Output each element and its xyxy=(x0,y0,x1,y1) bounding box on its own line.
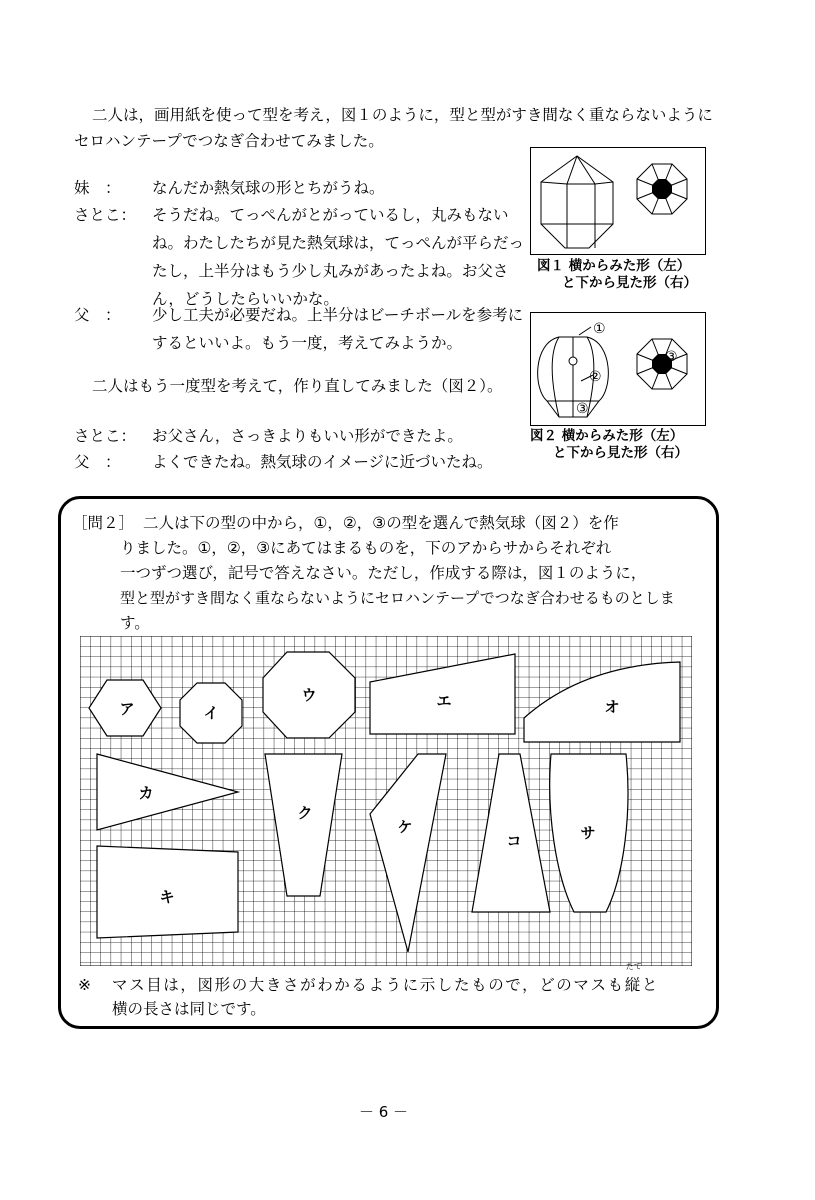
speaker: さとこ： xyxy=(74,206,137,224)
shape-e-label: エ xyxy=(436,692,452,710)
note-line-1-end: と xyxy=(641,976,659,994)
speaker: 父 ： xyxy=(74,306,121,324)
question-line-5: す。 xyxy=(120,614,150,632)
figure-2-caption-2: と下から見た形（右） xyxy=(553,445,688,461)
shape-i-label: イ xyxy=(203,704,219,722)
speech: そうだね。てっぺんがとがっているし，丸みもないね。わたしたちが見た熱気球は，てっぺんが平らだったし，上半分はもう少し丸みがあったよね。お父さん，どうしたらいいかな。 xyxy=(152,206,525,308)
dialogue-line xyxy=(74,422,524,450)
middle-paragraph: 二人はもう一度型を考えて，作り直してみました（図２）。 xyxy=(92,377,503,395)
marker-3-side: ③ xyxy=(576,401,589,417)
shape-o-label: オ xyxy=(604,698,620,716)
shape-ki-label: キ xyxy=(159,888,175,906)
dialogue-line xyxy=(74,174,524,202)
question-line-3: 一つずつ選び，記号で答えなさい。ただし，作成する際は，図１のように， xyxy=(120,564,647,582)
note-kanji-with-ruby xyxy=(624,962,642,999)
figure-2-caption-1: 図２ 横からみた形（左） xyxy=(530,428,684,444)
dialogue-line xyxy=(74,301,524,357)
figure-1-drawing xyxy=(531,148,705,254)
note-line-1 xyxy=(112,962,659,999)
figure-2 xyxy=(530,312,706,426)
question-line-2: りました。①，②，③にあてはまるものを，下のアからサからそれぞれ xyxy=(120,539,612,557)
figure-2-drawing xyxy=(531,313,705,425)
note-line-2: 横の長さは同じです。 xyxy=(112,1000,266,1018)
note-line-1-text: マス目は，図形の大きさがわかるように示したもので，どのマスも xyxy=(112,976,625,994)
speech: よくできたね。熱気球のイメージに近づいたね。 xyxy=(152,453,493,471)
shape-ko-label: コ xyxy=(506,832,522,850)
question-number: ［問２］ xyxy=(72,514,135,532)
question-line-1: 二人は下の型の中から，①，②，③の型を選んで熱気球（図２）を作 xyxy=(143,514,619,532)
shape-a-label: ア xyxy=(119,700,135,718)
page-number: － 6 － xyxy=(358,1103,409,1121)
marker-2: ② xyxy=(589,369,602,385)
speaker: さとこ： xyxy=(74,427,137,445)
shape-ke-label: ケ xyxy=(397,818,413,836)
note-mark: ※ xyxy=(78,976,91,994)
shape-sa-label: サ xyxy=(580,824,596,842)
intro-line-1: 二人は，画用紙を使って型を考え，図１のように，型と型がすき間なく重ならないように xyxy=(92,106,713,124)
figure-1-caption-1: 図１ 横からみた形（左） xyxy=(537,258,691,274)
speaker: 父 ： xyxy=(74,453,121,471)
figure-1-caption-2: と下から見た形（右） xyxy=(562,275,697,291)
speaker: 妹 ： xyxy=(74,179,121,197)
shape-ka-label: カ xyxy=(138,784,154,802)
intro-line-2: セロハンテープでつなぎ合わせてみました。 xyxy=(74,132,384,150)
marker-1: ① xyxy=(593,321,606,337)
figure-1 xyxy=(530,147,706,255)
dialogue-line xyxy=(74,201,525,308)
speech: なんだか熱気球の形とちがうね。 xyxy=(152,179,385,197)
dialogue-2 xyxy=(74,422,524,478)
note-ruby: たて xyxy=(625,962,642,971)
marker-3-bottom: ③ xyxy=(665,349,678,365)
shape-u-label: ウ xyxy=(301,686,317,704)
dialogue-1 xyxy=(74,174,525,352)
note-kanji: 縦 xyxy=(624,976,642,994)
speech: お父さん，さっきよりもいい形ができたよ。 xyxy=(152,427,463,445)
speech: 少し工夫が必要だね。上半分はビーチボールを参考にするといいよ。もう一度，考えてみようか。 xyxy=(152,306,524,352)
dialogue-line xyxy=(74,448,524,476)
shape-grid xyxy=(80,636,692,966)
question-line-4: 型と型がすき間なく重ならないようにセロハンテープでつなぎ合わせるものとしま xyxy=(120,589,675,607)
shape-ku-label: ク xyxy=(297,804,313,822)
